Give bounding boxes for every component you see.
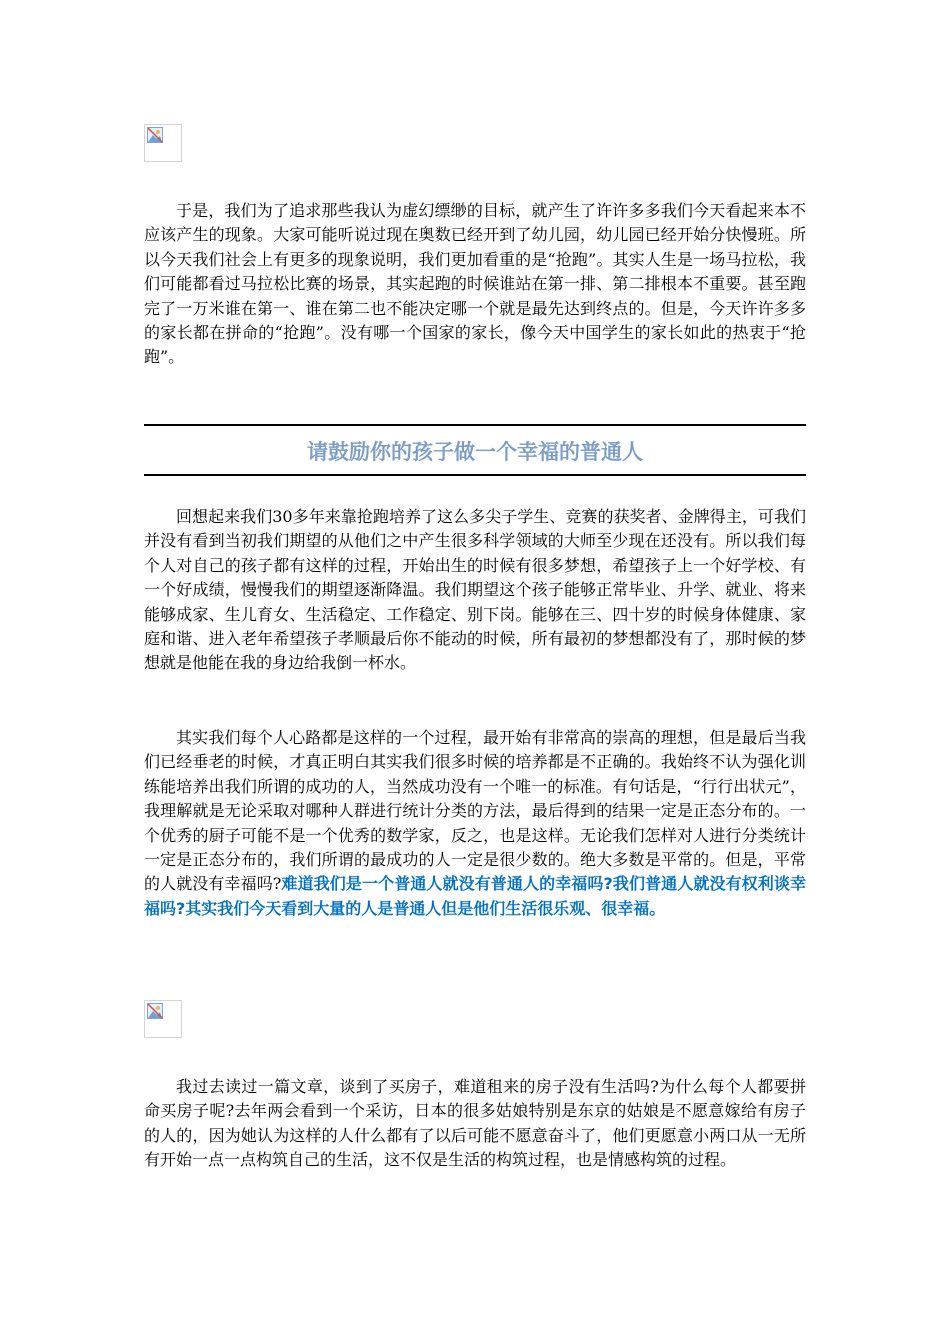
heading-rule-bottom <box>144 474 806 476</box>
paragraph-1: 于是，我们为了追求那些我认为虚幻缥缈的目标，就产生了许许多多我们今天看起来本不应该产生的现象。大家可能听说过现在奥数已经开到了幼儿园，幼儿园已经开始分快慢班。所以今天我们社会上有更多的现象说明，我们更加看重的是“抢跑”。其实人生是一场马拉松，我们可能都看过马拉松比赛的场景，其实起跑的时候谁站在第一排、第二排根本不重要。甚至跑完了一万米谁在第一、谁在第二也不能决定哪一个就是最先达到终点的。但是，今天许许多多的家长都在拼命的“抢跑”。没有哪一个国家的家长，像今天中国学生的家长如此的热衷于“抢跑”。 <box>144 201 806 367</box>
paragraph-3-text: 其实我们每个人心路都是这样的一个过程，最开始有非常高的崇高的理想，但是最后当我们已经垂老的时候，才真正明白其实我们很多时候的培养都是不正确的。我始终不认为强化训练能培养出我们所谓的成功的人，当然成功没有一个唯一的标准。有句话是，“行行出状元”，我理解就是无论采取对哪种人群进行统计分类的方法，最后得到的结果一定是正态分布的。一个优秀的厨子可能不是一个优秀的数学家，反之，也是这样。无论我们怎样对人进行分类统计一定是正态分布的，我们所谓的最成功的人一定是很少数的。绝大多数是平常的。但是，平常的人就没有幸福吗? <box>144 728 806 894</box>
paragraph-2: 回想起来我们30多年来靠抢跑培养了这么多尖子学生、竞赛的获奖者、金牌得主，可我们并没有看到当初我们期望的从他们之中产生很多科学领域的大师至少现在还没有。所以我们每个人对自己的孩子都有这样的过程，开始出生的时候有很多梦想，希望孩子上一个好学校、有一个好成绩，慢慢我们的期望逐渐降温。我们期望这个孩子能够正常毕业、升学、就业、将来能够成家、生儿育女、生活稳定、工作稳定、别下岗。能够在三、四十岁的时候身体健康、家庭和谐、进入老年希望孩子孝顺最后你不能动的时候，所有最初的梦想都没有了，那时候的梦想就是他能在我的身边给我倒一杯水。 <box>144 507 806 673</box>
paragraph-3 <box>144 726 806 921</box>
paragraph-3-highlight: 难道我们是一个普通人就没有普通人的幸福吗?我们普通人就没有权利谈幸福吗?其实我们今天看到大量的人是普通人但是他们生活很乐观、很幸福。 <box>144 874 806 918</box>
heading-rule-top <box>144 424 806 426</box>
image-placeholder-graphic <box>147 1003 165 1021</box>
section-heading: 请鼓励你的孩子做一个幸福的普通人 <box>307 440 643 464</box>
broken-image-icon <box>144 124 182 162</box>
paragraph-4: 我过去读过一篇文章，谈到了买房子，难道租来的房子没有生活吗?为什么每个人都要拼命买房子呢?去年两会看到一个采访，日本的很多姑娘特别是东京的姑娘是不愿意嫁给有房子的人的，因为她认为这样的人什么都有了以后可能不愿意奋斗了，他们更愿意小两口从一无所有开始一点一点构筑自己的生活，这不仅是生活的构筑过程，也是情感构筑的过程。 <box>144 1077 806 1170</box>
broken-image-icon <box>144 1000 182 1038</box>
image-placeholder-graphic <box>147 127 165 145</box>
